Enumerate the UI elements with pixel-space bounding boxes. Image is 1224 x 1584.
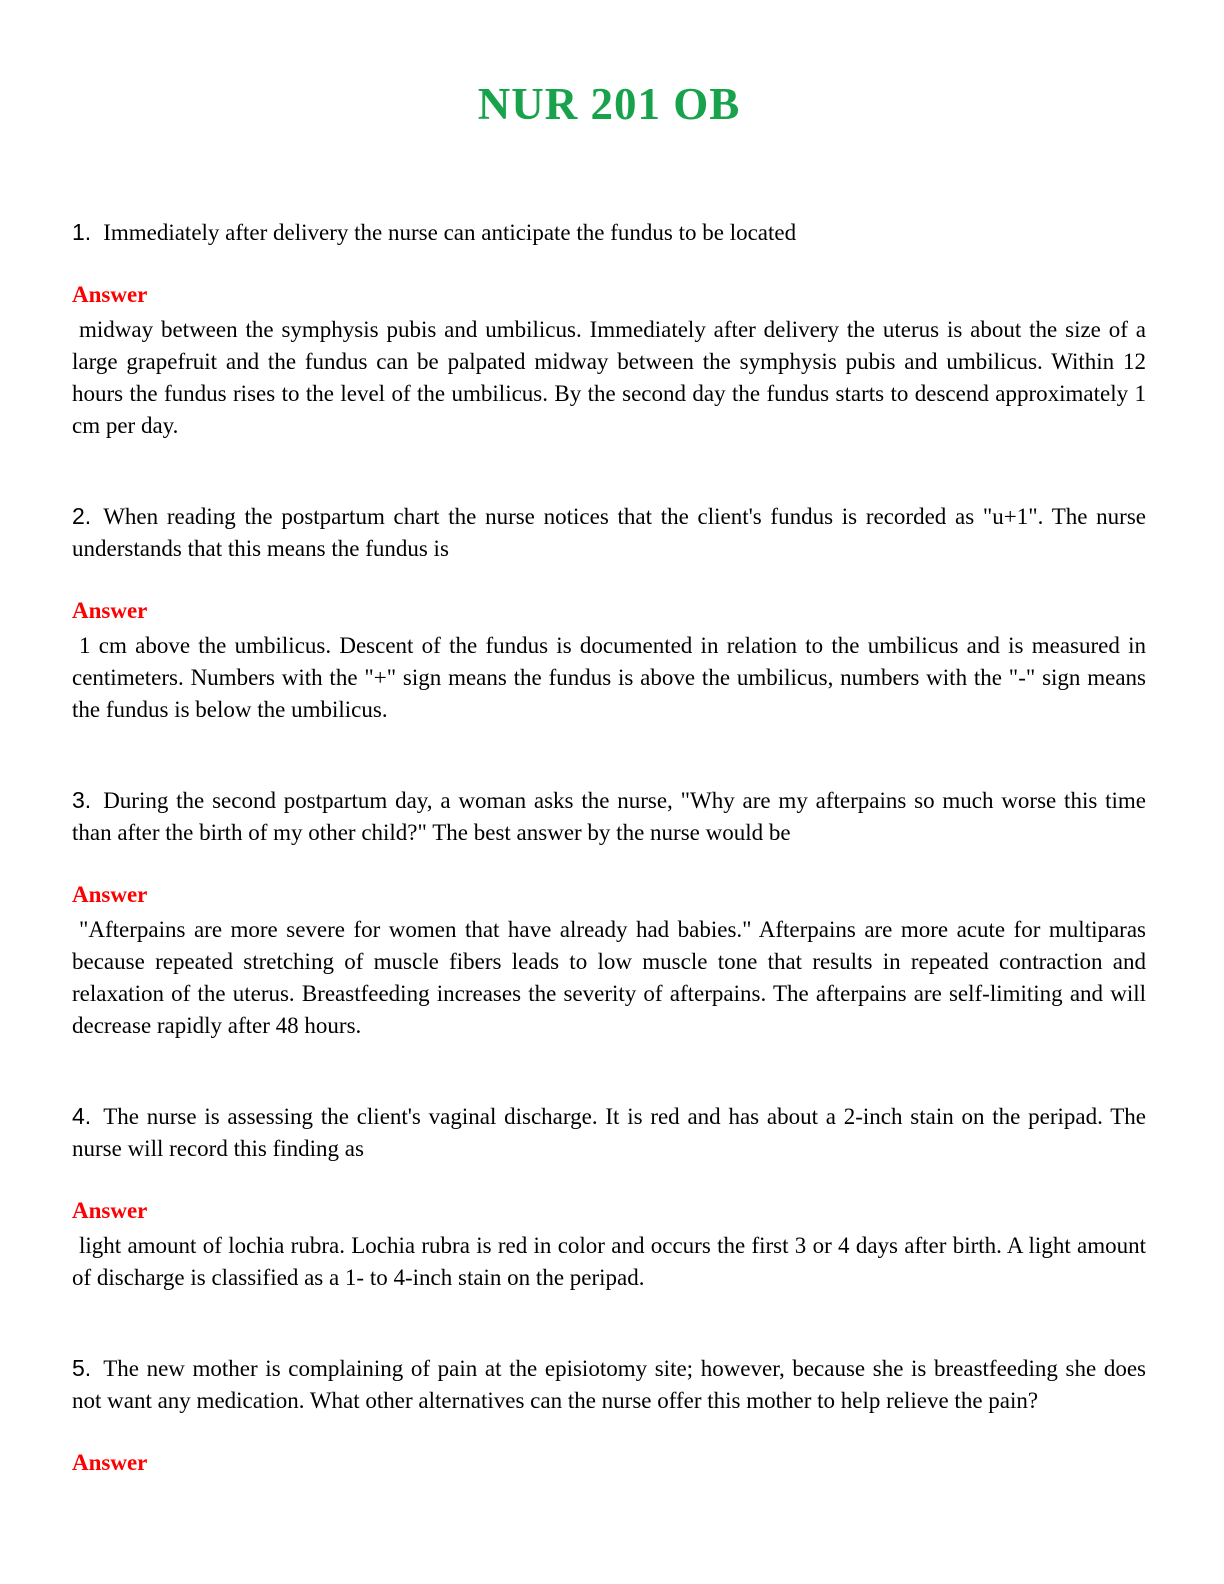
question-text: When reading the postpartum chart the nurse notices that the client's fundus is recorded as "u+1". The nurse understands that this means the fundus is (72, 504, 1146, 561)
question-number: 4. (72, 1103, 92, 1129)
question-block (72, 216, 1146, 442)
question-number: 3. (72, 787, 92, 813)
question-text-wrap (72, 784, 1146, 849)
answer-label: Answer (72, 1198, 148, 1223)
question-number: 1. (72, 219, 92, 245)
question-block (72, 784, 1146, 1042)
question-text: During the second postpartum day, a woman asks the nurse, "Why are my afterpains so much worse this time than after the birth of my other child?" The best answer by the nurse would be (72, 788, 1146, 845)
question-text: The new mother is complaining of pain at the episiotomy site; however, because she is breastfeeding she does not want any medication. What other alternatives can the nurse offer this mother to help relieve the pain? (72, 1356, 1146, 1413)
answer-label: Answer (72, 882, 148, 907)
question-text-wrap (72, 1100, 1146, 1165)
question-text-wrap (72, 1352, 1146, 1417)
question-block (72, 1100, 1146, 1294)
question-number: 2. (72, 503, 92, 529)
question-block (72, 1352, 1146, 1479)
answer-label: Answer (72, 598, 148, 623)
question-number: 5. (72, 1355, 92, 1381)
question-block (72, 500, 1146, 726)
page-title: NUR 201 OB (477, 79, 741, 129)
answer-text: "Afterpains are more severe for women that have already had babies." Afterpains are more acute for multiparas because repeated stretching of muscle fibers leads to low muscle tone that results in repeated contraction and relaxation of the uterus. Breastfeeding increases the severity of afterpains. The afterpains are self-limiting and will decrease rapidly after 48 hours. (72, 917, 1146, 1038)
question-text-wrap (72, 500, 1146, 565)
answer-text: 1 cm above the umbilicus. Descent of the fundus is documented in relation to the umbilicus and is measured in centimeters. Numbers with the "+" sign means the fundus is above the umbilicus, numbers with the "-" sign means the fundus is below the umbilicus. (72, 633, 1146, 722)
answer-text: midway between the symphysis pubis and umbilicus. Immediately after delivery the uterus is about the size of a large grapefruit and the fundus can be palpated midway between the symphysis pubis and umbilicus. Within 12 hours the fundus rises to the level of the umbilicus. By the second day the fundus starts to descend approximately 1 cm per day. (72, 317, 1146, 438)
question-text: Immediately after delivery the nurse can anticipate the fundus to be located (103, 220, 797, 245)
question-text: The nurse is assessing the client's vaginal discharge. It is red and has about a 2-inch stain on the peripad. The nurse will record this finding as (72, 1104, 1146, 1161)
question-text-wrap (72, 216, 1146, 249)
answer-label: Answer (72, 282, 148, 307)
answer-text: light amount of lochia rubra. Lochia rubra is red in color and occurs the first 3 or 4 days after birth. A light amount of discharge is classified as a 1- to 4-inch stain on the peripad. (72, 1233, 1146, 1290)
answer-label: Answer (72, 1450, 148, 1475)
